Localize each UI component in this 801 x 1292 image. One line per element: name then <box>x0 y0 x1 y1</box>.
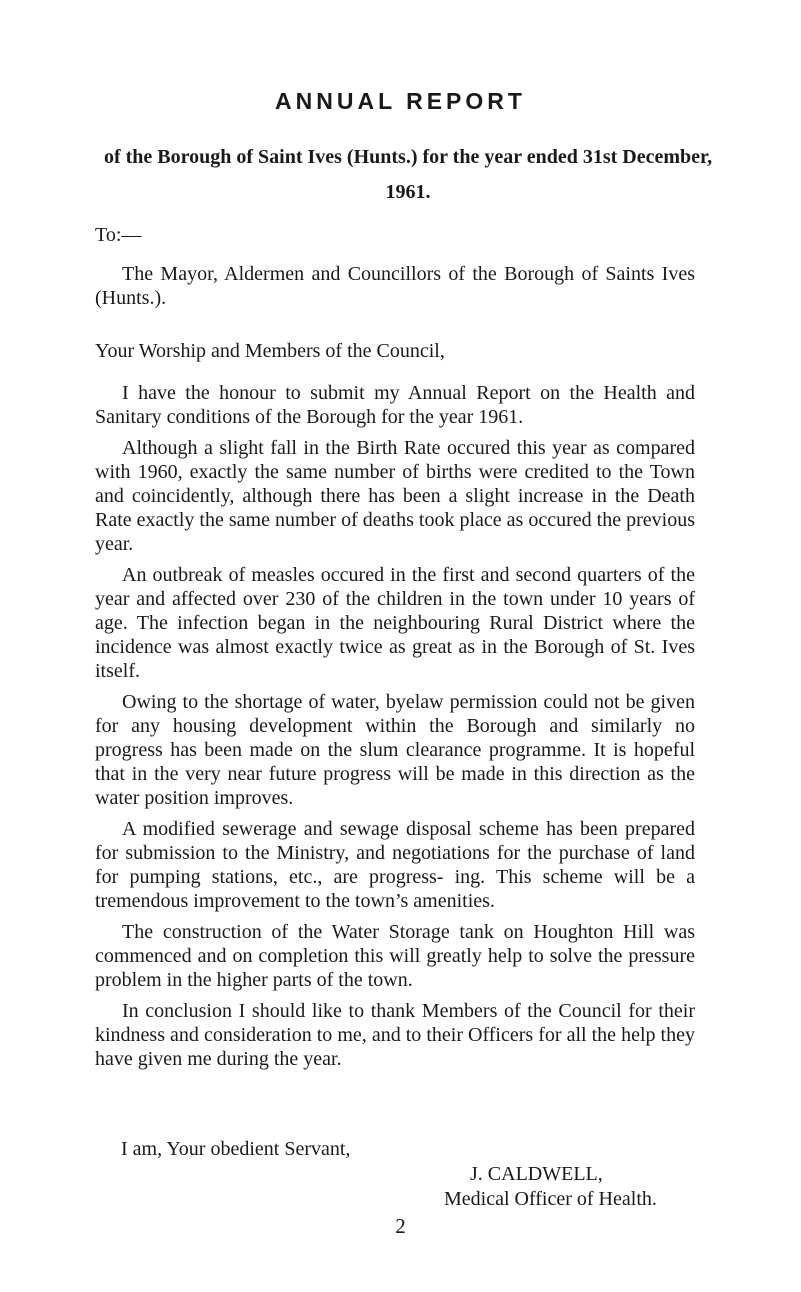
signatory-name: J. CALDWELL, <box>470 1163 603 1185</box>
report-subtitle: of the Borough of Saint Ives (Hunts.) for the year ended 31st December, 1961. <box>103 146 713 203</box>
paragraph-measles: An outbreak of measles occured in the first and second quarters of the year and affected over 230 of the children in the town under 10 years of age. The infection began in the neighbouring Rural District where the incidence was almost exactly twice as great as in the Borough of St. Ives itself. <box>95 564 695 682</box>
paragraph-intro: I have the honour to submit my Annual Report on the Health and Sanitary conditions of the Borough for the year 1961. <box>95 382 695 428</box>
paragraph-water-storage: The construction of the Water Storage tank on Houghton Hill was commenced and on completion this will greatly help to solve the pressure problem in the higher parts of the town. <box>95 921 695 991</box>
paragraph-conclusion: In conclusion I should like to thank Members of the Council for their kindness and consideration to me, and to their Officers for all the help they have given me during the year. <box>95 1000 695 1070</box>
letter-body <box>95 339 695 1078</box>
paragraph-birth-death-rates: Although a slight fall in the Birth Rate occured this year as compared with 1960, exactly the same number of births were credited to the Town and coincidently, although there has been a slight increase in the Death Rate exactly the same number of deaths took place as occured the previous year. <box>95 437 695 555</box>
page-number: 2 <box>395 1214 406 1238</box>
addressee: The Mayor, Aldermen and Councillors of the Borough of Saints Ives (Hunts.). <box>95 263 695 309</box>
signatory-title: Medical Officer of Health. <box>444 1188 657 1210</box>
paragraph-housing: Owing to the shortage of water, byelaw permission could not be given for any housing development within the Borough and similarly no progress has been made on the slum clearance programme. It is hopeful that in the very near future progress will be made in this direction as the water position improves. <box>95 691 695 809</box>
salutation: Your Worship and Members of the Council, <box>95 340 445 362</box>
to-line: To:— <box>95 224 142 246</box>
paragraph-sewerage: A modified sewerage and sewage disposal scheme has been prepared for submission to the Ministry, and negotiations for the purchase of land for pumping stations, etc., are progress- ing. This scheme will be a tremendous improvement to the town’s amenities. <box>95 818 695 912</box>
report-title: ANNUAL REPORT <box>275 88 526 114</box>
closing-line: I am, Your obedient Servant, <box>121 1138 351 1160</box>
